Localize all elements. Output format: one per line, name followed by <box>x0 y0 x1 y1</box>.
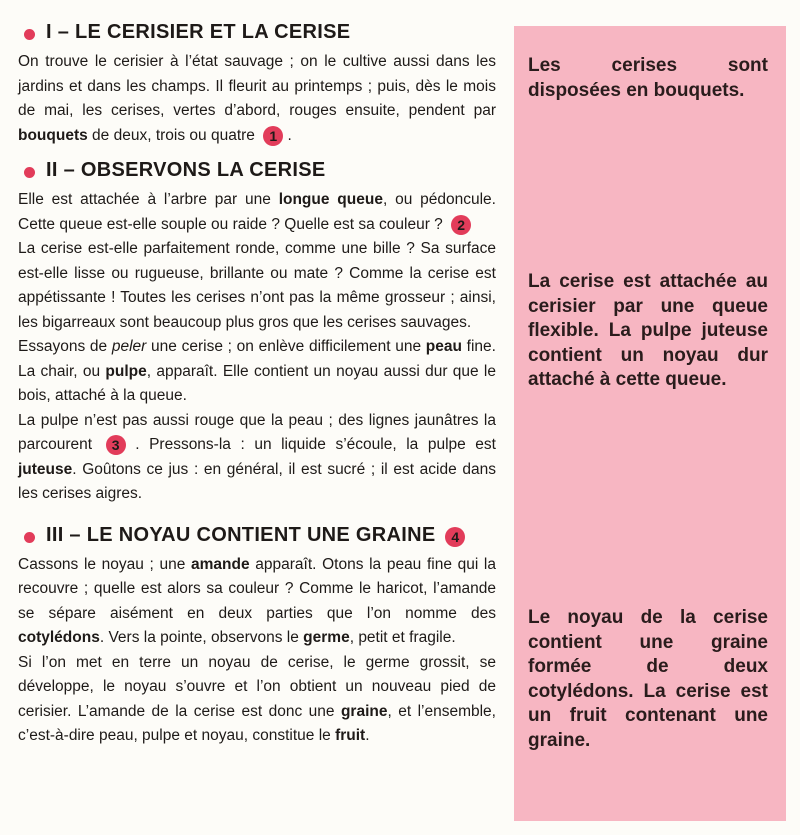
bold-term: germe <box>303 629 350 646</box>
text-run: Elle est attachée à l’arbre par une <box>18 191 279 208</box>
bold-term: longue queue <box>278 191 383 208</box>
bullet-icon <box>24 29 35 40</box>
summary-1: Les cerises sont disposées en bouquets. <box>528 55 768 101</box>
summary-panel <box>514 26 786 821</box>
section-1-heading <box>18 20 496 44</box>
italic-term: peler <box>111 338 147 355</box>
text-run: une cerise ; on enlève difficilement une <box>146 338 426 355</box>
section-2-paragraph <box>18 188 496 507</box>
text-run: de deux, trois ou quatre <box>87 126 260 144</box>
text-run: , apparaît. Elle contient un noyau aussi dur que le bois, attaché à la queue. <box>18 362 496 404</box>
bold-term: cotylédons <box>18 629 100 646</box>
bold-term: pulpe <box>105 362 147 380</box>
text-run: . <box>365 727 370 744</box>
section-3-paragraph <box>18 553 496 749</box>
section-3-heading <box>18 523 496 547</box>
text-run: . Goûtons ce jus : en général, il est sucré ; il est acide dans les cerises aigres. <box>18 460 496 502</box>
bold-term: bouquets <box>18 126 88 144</box>
bold-term: graine <box>340 702 388 720</box>
text-run: fine. La chair, ou <box>18 338 496 380</box>
text-run: Si l’on met en terre un noyau de cerise, le germe grossit, se développe, le noyau s’ouvre et l’on obtient un nouveau pied de cerisier. L’amande de la cerise est donc une <box>18 653 496 720</box>
bold-term: fruit <box>335 727 366 744</box>
section-3-title: III – LE NOYAU CONTIENT UNE GRAINE <box>46 523 436 546</box>
text-run: . Pressons-la : un liquide s’écoule, la pulpe est <box>125 436 496 453</box>
text-run: , petit et fragile. <box>349 629 456 646</box>
section-2-heading <box>18 158 496 182</box>
bold-term: amande <box>191 555 250 573</box>
summary-3: Le noyau de la cerise contient une graine formée de deux cotylédons. La cerise est un fruit contenant une graine. <box>528 607 768 751</box>
text-run: Essayons de <box>18 338 112 355</box>
text-run: Cassons le noyau ; une <box>18 555 192 573</box>
text-run: . Vers la pointe, observons le <box>99 629 304 646</box>
bold-term: juteuse <box>18 460 73 478</box>
figure-marker-1: 1 <box>263 126 283 146</box>
text-run: La pulpe n’est pas aussi rouge que la peau ; des lignes jaunâtres la parcourent <box>18 411 496 453</box>
section-2-title: II – OBSERVONS LA CERISE <box>46 159 326 181</box>
figure-marker-4: 4 <box>445 527 465 547</box>
main-text-column <box>18 20 496 749</box>
bullet-icon <box>24 532 35 543</box>
summary-2: La cerise est attachée au cerisier par une queue flexible. La pulpe juteuse contient un noyau dur attaché à cette queue. <box>528 271 768 390</box>
text-run: , et l’ensemble, c’est-à-dire peau, pulpe et noyau, constitue le <box>18 702 496 744</box>
bold-term: peau <box>425 338 462 355</box>
section-1-title: I – LE CERISIER ET LA CERISE <box>46 21 351 43</box>
text-run: , ou pédoncule. Cette queue est-elle souple ou raide ? Quelle est sa couleur ? <box>18 191 496 233</box>
text-run: apparaît. Otons la peau fine qui la recouvre ; quelle est alors sa couleur ? Comme le haricot, l’amande se sépare aisément en deux parties que l’on nomme des <box>18 555 496 622</box>
text-run: On trouve le cerisier à l’état sauvage ; on le cultive aussi dans les jardins et dans les champs. Il fleurit au printemps ; puis, dès le mois de mai, les cerises, vertes d’abord, rouges ensuite, pendent par <box>18 53 496 119</box>
section-1-paragraph <box>18 50 496 148</box>
figure-marker-3: 3 <box>106 435 126 455</box>
figure-marker-2: 2 <box>451 215 471 235</box>
text-run: . <box>283 126 292 144</box>
bullet-icon <box>24 167 35 178</box>
text-run: La cerise est-elle parfaitement ronde, comme une bille ? Sa surface est-elle lisse ou rugueuse, brillante ou mate ? Comme la cerise est appétissante ! Toutes les cerises n’ont pas la même grosseur ; ainsi, les bigarreaux sont beaucoup plus gros que les cerises sauvages. <box>18 240 496 331</box>
